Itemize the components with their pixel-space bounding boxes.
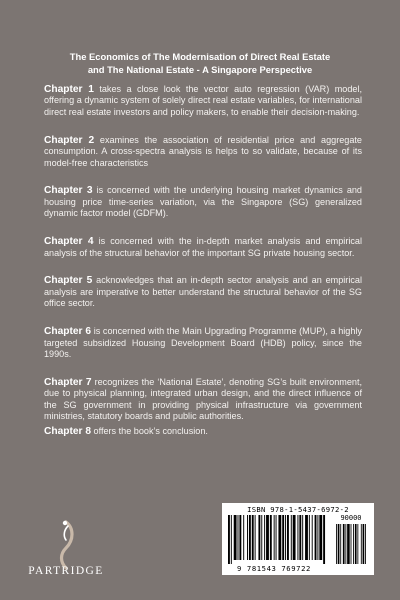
addon-bar [363, 524, 365, 564]
addon-bar [347, 524, 350, 564]
chapter-7-summary [44, 377, 362, 423]
barcode-bar [261, 515, 262, 560]
chapter-4-summary [44, 236, 362, 259]
barcode-bars [228, 515, 368, 565]
addon-bar [353, 524, 354, 564]
chapter-text: recognizes the ‘National Estate’, denoting SG’s built environment, due to physical planning, integrated urban design, and the direct influence of the SG government in providing physical infrastructure via government ministries, statutory boards and public authorities. [44, 376, 362, 422]
chapter-label: Chapter 1 [44, 84, 94, 95]
addon-bar [357, 524, 358, 564]
barcode-bar [266, 515, 269, 560]
ean-digits: 9 781543 769722 [237, 564, 311, 573]
barcode-bar [252, 515, 254, 560]
chapter-2-summary [44, 135, 362, 169]
price-addon-number: 90000 [340, 514, 362, 522]
barcode-bar [255, 515, 256, 560]
barcode-bar [319, 515, 322, 560]
chapter-text: is concerned with the underlying housing market dynamics and housing price time-series variation, via the Singapore (SG) generalized dynamic factor model (GDFM). [44, 185, 362, 219]
chapter-5-summary [44, 275, 362, 309]
barcode-bar [323, 515, 325, 564]
chapter-summaries [44, 84, 362, 453]
barcode-bar [239, 515, 241, 560]
barcode-bar [278, 515, 281, 560]
chapter-label: Chapter 4 [44, 236, 94, 248]
chapter-label: Chapter 3 [44, 185, 93, 197]
chapter-8-summary [44, 426, 362, 437]
addon-bar [336, 524, 337, 564]
chapter-text: offers the book’s conclusion. [91, 425, 208, 436]
barcode-bar [249, 515, 251, 560]
addon-bar [355, 524, 357, 564]
chapter-text: takes a close look the vector auto regression (VAR) model, offering a dynamic system of solely direct real estate variables, for international direct real estate investors and policy makers, to enable their decision-making. [44, 84, 362, 117]
barcode-bar [317, 515, 318, 560]
barcode-bar [258, 515, 260, 560]
chapter-label: Chapter 8 [44, 425, 91, 437]
barcode-bar [287, 515, 289, 560]
isbn-barcode [222, 503, 374, 575]
addon-bar [338, 524, 340, 564]
chapter-6-summary [44, 326, 362, 360]
barcode-bar [238, 515, 239, 560]
chapter-label: Chapter 2 [44, 134, 95, 146]
barcode-bar [276, 515, 277, 560]
barcode-bar [228, 515, 230, 564]
barcode-bar [234, 515, 237, 560]
book-title [30, 50, 370, 76]
barcode-bar [312, 515, 313, 560]
title-line-2: and The National Estate - A Singapore Perspective [87, 64, 313, 75]
addon-bar [345, 524, 346, 564]
barcode-bar [305, 515, 308, 560]
barcode-bar [274, 515, 275, 560]
publisher-name: PARTRIDGE [28, 565, 104, 577]
barcode-bar [309, 515, 310, 560]
addon-bar [351, 524, 352, 564]
chapter-label: Chapter 7 [44, 376, 92, 388]
addon-bar [343, 524, 345, 564]
chapter-text: is concerned with the in-depth market analysis and empirical analysis of the structural behavior of the important SG private housing sector. [44, 236, 362, 258]
chapter-1-summary [44, 84, 362, 118]
addon-bar [361, 524, 362, 564]
chapter-label: Chapter 5 [44, 275, 93, 287]
chapter-text: is concerned with the Main Upgrading Programme (MUP), a highly targeted subsidized Housing Development Board (HDB) policy, since the 1990s. [44, 326, 362, 359]
addon-bar [340, 524, 341, 564]
chapter-label: Chapter 6 [44, 326, 92, 338]
barcode-bar [302, 515, 303, 560]
addon-bar [365, 524, 366, 564]
barcode-bar [247, 515, 248, 560]
barcode-bar [315, 515, 317, 560]
barcode-bar [282, 515, 284, 560]
barcode-bar [291, 515, 292, 560]
barcode-bar [285, 515, 286, 560]
chapter-3-summary [44, 185, 362, 219]
barcode-bar [270, 515, 272, 560]
barcode-bar [243, 515, 244, 560]
barcode-bar [293, 515, 296, 560]
publisher-logo-icon [52, 518, 80, 570]
isbn-number: ISBN 978-1-5437-6972-2 [247, 505, 349, 514]
chapter-text: examines the association of residential price and aggregate consumption. A cross-spectra analysis is helps to so validate, because of its model-free characteristics [44, 134, 362, 168]
title-line-1: The Economics of The Modernisation of Direct Real Estate [69, 51, 331, 62]
barcode-bar [297, 515, 298, 560]
barcode-bar [264, 515, 265, 560]
chapter-text: acknowledges that an in-depth sector analysis and an empirical analysis are imperative to better understand the structural behavior of the SG office sector. [44, 275, 362, 309]
barcode-bar [231, 515, 232, 564]
barcode-bar [299, 515, 301, 560]
